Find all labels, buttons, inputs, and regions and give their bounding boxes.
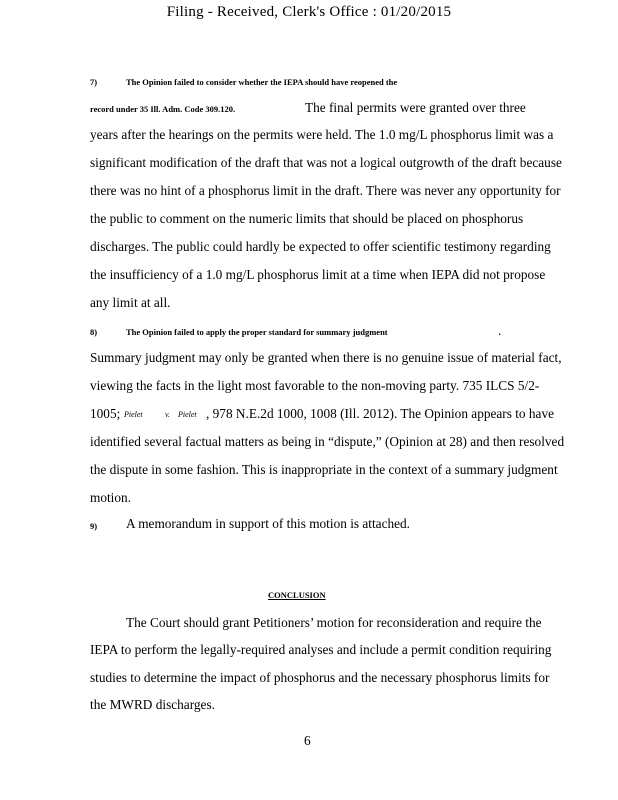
item-7-text-line-3: significant modification of the draft that was not a logical outgrowth of the draft because [90, 155, 562, 170]
item-9-number: 9) [90, 521, 98, 531]
item-7-text-line-2: years after the hearings on the permits were held. The 1.0 mg/L phosphorus limit was a [90, 127, 554, 142]
item-7-text-line-6: discharges. The public could hardly be expected to offer scientific testimony regarding [90, 239, 551, 254]
item-7-heading-line-1: The Opinion failed to consider whether the IEPA should have reopened the [126, 77, 398, 87]
conclusion-heading: CONCLUSION [268, 590, 326, 600]
item-8-text-line-2: viewing the facts in the light most favorable to the non-moving party. 735 ILCS 5/2- [90, 378, 540, 393]
item-8-cite-prefix: 1005; [90, 406, 121, 421]
item-7-text-line-1: The final permits were granted over three [305, 100, 526, 115]
filing-stamp-header: Filing - Received, Clerk's Office : 01/20/2015 [166, 4, 452, 20]
item-7-heading-line-2: record under 35 Ill. Adm. Code 309.120. [90, 104, 236, 114]
item-8-heading: The Opinion failed to apply the proper standard for summary judgment [126, 327, 388, 337]
case-name-party-1: Pielet [124, 410, 143, 419]
conclusion-text-line-4: the MWRD discharges. [90, 697, 215, 712]
item-7-text-line-4: there was no hint of a phosphorus limit in the draft. There was never any opportunity for [90, 183, 561, 198]
case-name-party-2: Pielet [178, 410, 197, 419]
item-8-number: 8) [90, 327, 98, 337]
item-8-heading-period: . [498, 323, 502, 338]
item-7-number: 7) [90, 77, 98, 87]
case-name-versus: v. [165, 410, 170, 419]
item-8-text-line-1: Summary judgment may only be granted when there is no genuine issue of material fact, [90, 350, 562, 365]
item-8-text-line-4: identified several factual matters as being in “dispute,” (Opinion at 28) and then resolved [90, 434, 565, 449]
conclusion-text-line-2: IEPA to perform the legally-required analyses and include a permit condition requiring [90, 642, 552, 657]
conclusion-text-line-3: studies to determine the impact of phosphorus and the necessary phosphorus limits for [90, 670, 550, 685]
item-9-text: A memorandum in support of this motion is attached. [126, 516, 410, 531]
conclusion-text-line-1: The Court should grant Petitioners’ motion for reconsideration and require the [126, 615, 542, 630]
item-7-text-line-5: the public to comment on the numeric limits that should be placed on phosphorus [90, 211, 524, 226]
item-8-text-line-5: the dispute in some fashion. This is inappropriate in the context of a summary judgment [90, 462, 558, 477]
item-7-text-line-8: any limit at all. [90, 295, 171, 310]
item-7-text-line-7: the insufficiency of a 1.0 mg/L phosphorus limit at a time when IEPA did not propose [90, 267, 546, 282]
item-8-text-line-6: motion. [90, 490, 132, 505]
item-8-cite-rest: , 978 N.E.2d 1000, 1008 (Ill. 2012). The Opinion appears to have [206, 406, 554, 421]
page-number: 6 [304, 733, 311, 748]
